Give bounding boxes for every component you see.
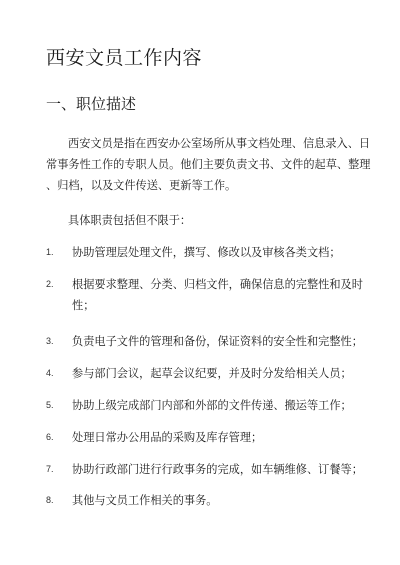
list-text xyxy=(72,331,366,352)
list-item xyxy=(46,395,366,416)
list-line: 协助管理层处理文件，撰写、修改以及审核各类文档； xyxy=(72,246,341,259)
intro-line: 西安文员是指在西安办公室场所从事文档处理、信息录入、日 xyxy=(68,137,371,150)
intro-paragraph xyxy=(46,133,371,196)
list-item xyxy=(46,331,366,352)
list-text xyxy=(72,395,366,416)
list-line: 处理日常办公用品的采购及库存管理； xyxy=(72,431,263,444)
list-number: 8. xyxy=(46,495,54,505)
section-heading: 一、职位描述 xyxy=(46,95,137,113)
list-item xyxy=(46,459,366,480)
list-number: 3. xyxy=(46,336,54,346)
list-line: 协助行政部门进行行政事务的完成，如车辆维修、订餐等； xyxy=(72,463,363,476)
intro-line: 、归档，以及文件传送、更新等工作。 xyxy=(46,179,237,192)
list-number: 2. xyxy=(46,279,54,289)
list-number: 7. xyxy=(46,464,54,474)
list-item xyxy=(46,427,366,448)
list-item xyxy=(46,363,366,384)
list-item xyxy=(46,274,366,316)
intro-line: 常事务性工作的专职人员。他们主要负责文书、文件的起草、整理 xyxy=(46,158,371,171)
list-line: 根据要求整理、分类、归档文件，确保信息的完整性和及时 xyxy=(72,278,363,291)
list-text xyxy=(72,363,366,384)
document-title: 西安文员工作内容 xyxy=(46,47,203,69)
list-line: 参与部门会议，起草会议纪要，并及时分发给相关人员； xyxy=(72,367,352,380)
list-number: 4. xyxy=(46,368,54,378)
list-line: 其他与文员工作相关的事务。 xyxy=(72,494,218,507)
list-text xyxy=(72,274,366,316)
lead-sentence: 具体职责包括但不限于： xyxy=(68,214,192,227)
list-text xyxy=(72,459,366,480)
list-line: 负责电子文件的管理和备份，保证资料的安全性和完整性； xyxy=(72,335,363,348)
list-text xyxy=(72,427,366,448)
list-text xyxy=(72,242,366,263)
list-item xyxy=(46,242,366,263)
list-item xyxy=(46,490,366,511)
list-number: 1. xyxy=(46,247,54,257)
list-line: 协助上级完成部门内部和外部的文件传递、搬运等工作； xyxy=(72,399,352,412)
list-number: 5. xyxy=(46,400,54,410)
list-line: 性； xyxy=(72,299,95,312)
list-text xyxy=(72,490,366,511)
list-number: 6. xyxy=(46,432,54,442)
